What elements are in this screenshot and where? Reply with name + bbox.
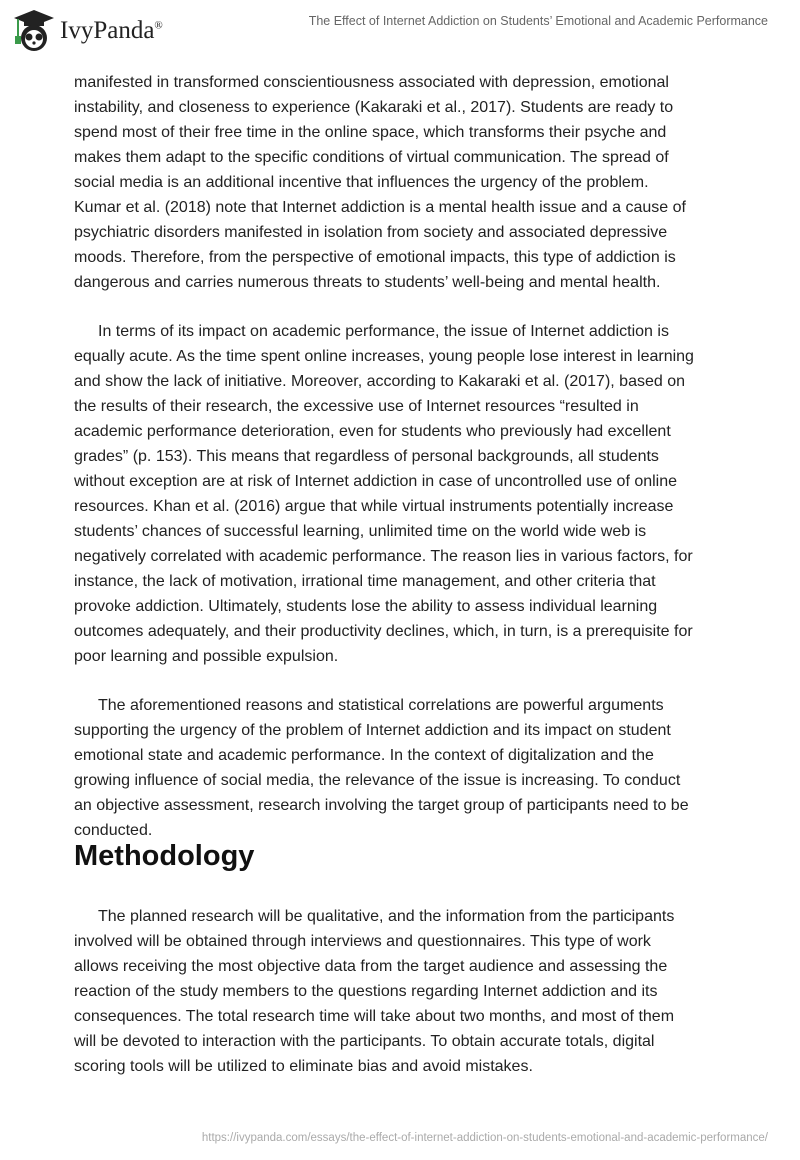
text-line: growing influence of social media, the relevance of the issue is increasing. To conduct [74, 772, 681, 789]
text-line: manifested in transformed conscientiousness associated with depression, emotional [74, 74, 669, 91]
text-line: dangerous and carries numerous threats to students’ well-being and mental health. [74, 274, 661, 291]
text-line: The aforementioned reasons and statistical correlations are powerful arguments [98, 697, 664, 714]
text-line: and show the lack of initiative. Moreover, according to Kakaraki et al. (2017), based on [74, 373, 686, 390]
text-line: In terms of its impact on academic performance, the issue of Internet addiction is [98, 323, 669, 340]
text-line: poor learning and possible expulsion. [74, 648, 339, 665]
text-line: instability, and closeness to experience (Kakaraki et al., 2017). Students are ready to [74, 99, 674, 116]
document-title: The Effect of Internet Addiction on Students’ Emotional and Academic Performance [308, 14, 768, 28]
text-line: reaction of the study members to the questions regarding Internet addiction and its [74, 983, 658, 1000]
source-url[interactable]: https://ivypanda.com/essays/the-effect-of-internet-addiction-on-students-emotional-and-academic-performance/ [201, 1132, 768, 1144]
text-line: Kumar et al. (2018) note that Internet addiction is a mental health issue and a cause of [74, 199, 686, 216]
ivypanda-logo[interactable] [12, 8, 163, 54]
text-line: allows receiving the most objective data from the target audience and assessing the [74, 958, 668, 975]
text-line: spend most of their free time in the online space, which transforms their psyche and [74, 124, 667, 141]
text-line: scoring tools will be utilized to eliminate bias and avoid mistakes. [74, 1058, 533, 1075]
text-line: equally acute. As the time spent online increases, young people lose interest in learning [74, 348, 694, 365]
text-line: makes them adapt to the specific conditions of virtual communication. The spread of [74, 149, 669, 166]
text-line: the results of their research, the excessive use of Internet resources “resulted in [74, 398, 639, 415]
logo-text: IvyPanda® [60, 17, 163, 44]
text-line: without exception are at risk of Internet addiction in case of uncontrolled use of online [74, 473, 678, 490]
paragraph [74, 904, 734, 1079]
text-line: moods. Therefore, from the perspective of emotional impacts, this type of addiction is [74, 249, 676, 266]
paragraph [74, 70, 734, 295]
text-line: conducted. [74, 822, 153, 839]
text-line: grades” (p. 153). This means that regardless of personal backgrounds, all students [74, 448, 659, 465]
text-line: provoke addiction. Ultimately, students lose the ability to assess individual learning [74, 598, 658, 615]
paragraph [74, 319, 734, 669]
text-line: an objective assessment, research involving the target group of participants need to be [74, 797, 689, 814]
text-line: involved will be obtained through interviews and questionnaires. This type of work [74, 933, 651, 950]
paragraph [74, 693, 734, 843]
text-line: social media is an additional incentive that influences the urgency of the problem. [74, 174, 649, 191]
text-line: students’ chances of successful learning, unlimited time on the world wide web is [74, 523, 647, 540]
section-heading: Methodology [74, 840, 255, 872]
text-line: instance, the lack of motivation, irrational time management, and other criteria that [74, 573, 656, 590]
text-line: The planned research will be qualitative, and the information from the participants [98, 908, 675, 925]
panda-graduate-icon [12, 8, 56, 54]
text-line: resources. Khan et al. (2016) argue that while virtual instruments potentially increase [74, 498, 674, 515]
text-line: psychiatric disorders manifested in isolation from society and associated depressive [74, 224, 668, 241]
text-line: negatively correlated with academic performance. The reason lies in various factors, for [74, 548, 693, 565]
text-line: supporting the urgency of the problem of Internet addiction and its impact on student [74, 722, 671, 739]
text-line: emotional state and academic performance. In the context of digitalization and the [74, 747, 654, 764]
text-line: consequences. The total research time will take about two months, and most of them [74, 1008, 675, 1025]
text-line: will be devoted to interaction with the participants. To obtain accurate totals, digital [74, 1033, 655, 1050]
text-line: outcomes adequately, and their productivity declines, which, in turn, is a prerequisite for [74, 623, 693, 640]
text-line: academic performance deterioration, even for students who previously had excellent [74, 423, 671, 440]
